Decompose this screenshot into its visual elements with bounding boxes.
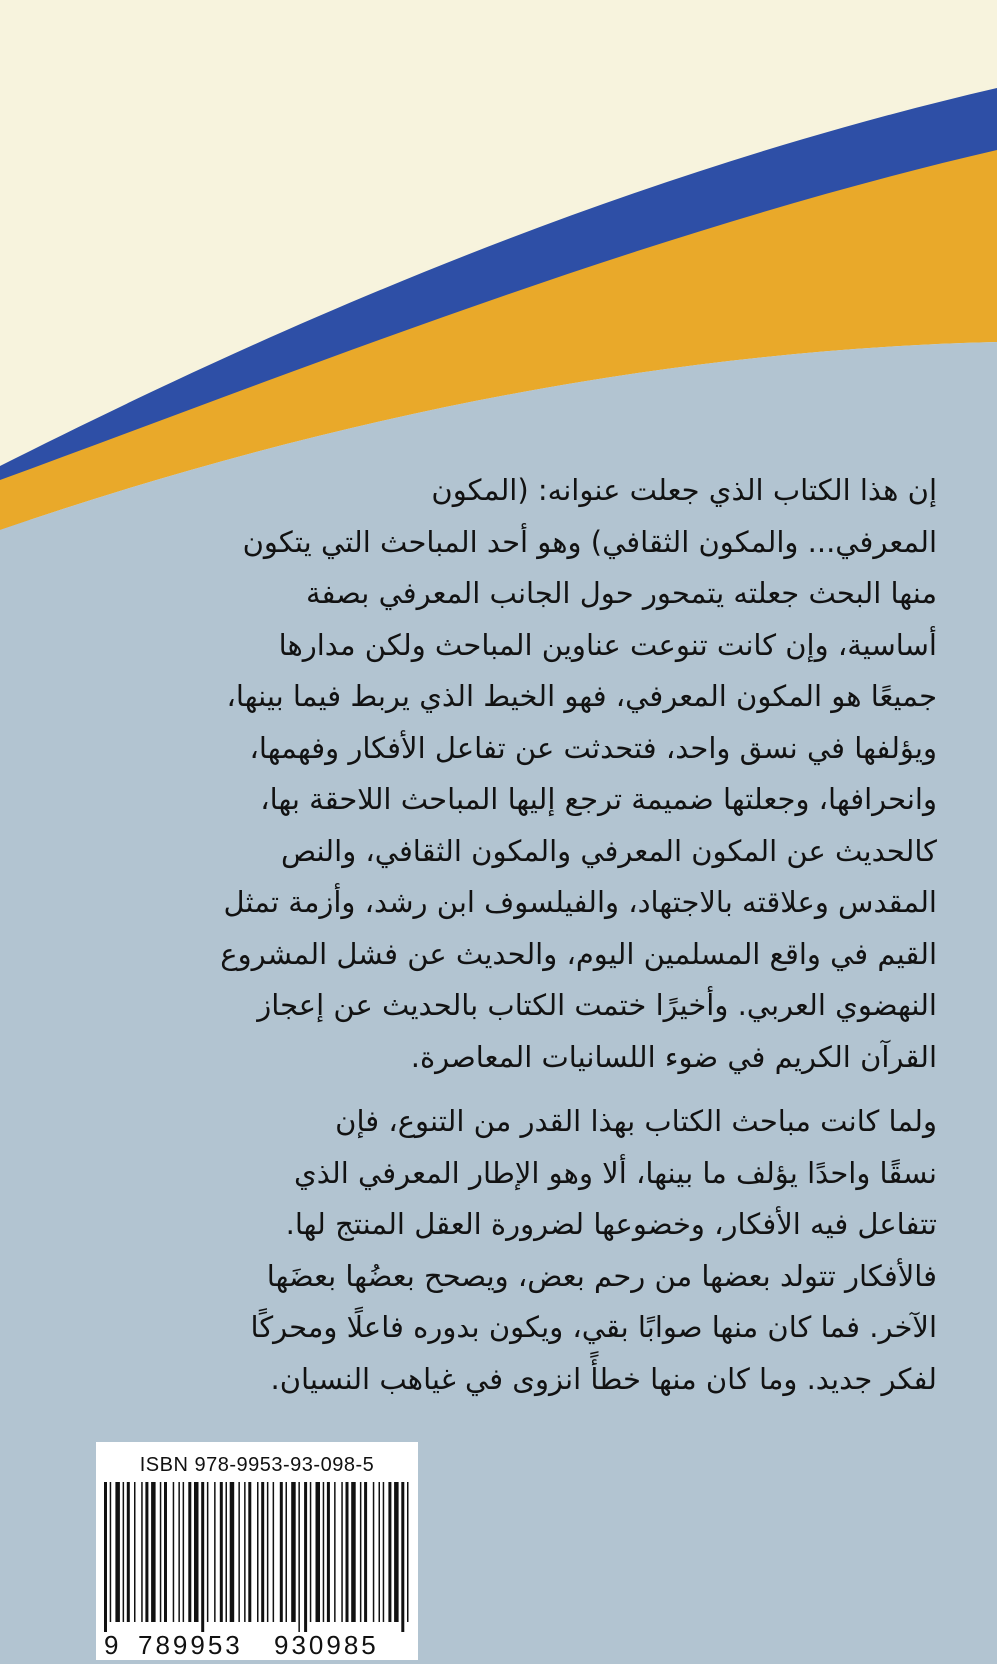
isbn-label: ISBN 978-9953-93-098-5 — [139, 1454, 375, 1476]
barcode-bar — [280, 1482, 283, 1622]
barcode-bar — [383, 1482, 385, 1622]
barcode-bar — [194, 1482, 199, 1622]
barcode-bar — [298, 1482, 300, 1632]
barcode-digit-group-left: 789953 — [138, 1630, 243, 1660]
barcode-bar — [145, 1482, 148, 1622]
blurb-paragraph-2 — [137, 1096, 937, 1405]
barcode-bar — [379, 1482, 381, 1622]
blurb-paragraph-1 — [137, 465, 937, 1083]
barcode-bar — [164, 1482, 167, 1622]
blurb-line: نسقًا واحدًا يؤلف ما بينها، ألا وهو الإطار المعرفي الذي — [294, 1155, 937, 1190]
blurb-line: وانحرافها، وجعلتها ضميمة ترجع إليها المباحث اللاحقة بها، — [260, 782, 937, 816]
barcode-bar — [257, 1482, 259, 1622]
blurb-line: جميعًا هو المكون المعرفي، فهو الخيط الذي يربط فيما بينها، — [226, 679, 937, 713]
blurb-line: فالأفكار تتولد بعضها من رحم بعض، ويصحح بعضُها بعضَها — [266, 1258, 937, 1293]
barcode-bar — [123, 1482, 125, 1622]
barcode-bar — [360, 1482, 362, 1622]
barcode-bar — [346, 1482, 349, 1622]
blurb-line: القيم في واقع المسلمين اليوم، والحديث عن فشل المشروع — [220, 936, 937, 971]
barcode-bar — [364, 1482, 367, 1622]
barcode-bars — [104, 1482, 410, 1632]
blurb-line: ويؤلفها في نسق واحد، فتحدثت عن تفاعل الأفكار وفهمها، — [249, 730, 937, 765]
barcode-bar — [214, 1482, 216, 1622]
isbn-barcode-box — [96, 1442, 418, 1660]
barcode-bar — [310, 1482, 312, 1622]
blurb-line: المقدس وعلاقته بالاجتهاد، والفيلسوف ابن رشد، وأزمة تمثل — [223, 885, 937, 919]
blurb-line: ولما كانت مباحث الكتاب بهذا القدر من التنوع، فإن — [335, 1104, 937, 1138]
blurb-line: تتفاعل فيه الأفكار، وخضوعها لضرورة العقل المنتج لها. — [285, 1207, 937, 1241]
barcode-bar — [401, 1482, 404, 1632]
barcode-bar — [115, 1482, 120, 1622]
blurb-line: لفكر جديد. وما كان منها خطأً انزوى في غياهب النسيان. — [270, 1361, 937, 1396]
barcode-bar — [134, 1482, 136, 1622]
blurb-line: أساسية، وإن كانت تنوعت عناوين المباحث ولكن مدارها — [278, 627, 937, 662]
barcode-bar — [141, 1482, 143, 1622]
barcode-bar — [207, 1482, 209, 1622]
barcode-bar — [273, 1482, 275, 1622]
barcode-bar — [104, 1482, 107, 1632]
barcode-bar — [244, 1482, 246, 1622]
barcode-bar — [110, 1482, 112, 1622]
barcode-bar — [238, 1482, 240, 1622]
barcode-bar — [327, 1482, 330, 1622]
barcode-bar — [230, 1482, 235, 1622]
barcode-bar — [173, 1482, 175, 1622]
barcode-bar — [151, 1482, 156, 1622]
barcode-bar — [394, 1482, 399, 1622]
barcode-bar — [373, 1482, 375, 1622]
barcode-bar — [178, 1482, 180, 1622]
barcode-bar — [248, 1482, 251, 1622]
barcode-bar — [304, 1482, 307, 1632]
barcode-bar — [267, 1482, 269, 1622]
blurb-line: المعرفي... والمكون الثقافي) وهو أحد المباحث التي يتكون — [242, 524, 937, 559]
barcode-bar — [261, 1482, 264, 1622]
blurb-line: النهضوي العربي. وأخيرًا ختمت الكتاب بالحديث عن إعجاز — [257, 988, 937, 1022]
blurb-line: القرآن الكريم في ضوء اللسانيات المعاصرة. — [410, 1039, 937, 1074]
barcode-bar — [334, 1482, 336, 1622]
barcode-digit-lead: 9 — [104, 1630, 119, 1660]
barcode-bar — [291, 1482, 296, 1622]
barcode-bar — [388, 1482, 391, 1622]
barcode-bar — [127, 1482, 130, 1622]
barcode-bar — [226, 1482, 228, 1622]
barcode-bar — [183, 1482, 185, 1622]
barcode-bar — [407, 1482, 409, 1622]
barcode-bar — [201, 1482, 204, 1632]
blurb-line: الآخر. فما كان منها صوابًا بقي، ويكون بدوره فاعلًا ومحركًا — [250, 1310, 937, 1344]
barcode-bar — [341, 1482, 343, 1622]
blurb-line: إن هذا الكتاب الذي جعلت عنوانه: (المكون — [431, 473, 937, 507]
barcode-bar — [188, 1482, 191, 1622]
barcode-bar — [160, 1482, 162, 1622]
barcode-bar — [316, 1482, 321, 1622]
barcode-bar — [351, 1482, 356, 1622]
blurb-line: كالحديث عن المكون المعرفي والمكون الثقافي، والنص — [281, 833, 937, 868]
barcode-digit-group-right: 930985 — [274, 1630, 379, 1660]
blurb-line: منها البحث جعلته يتمحور حول الجانب المعرفي بصفة — [305, 576, 937, 610]
barcode-bar — [323, 1482, 325, 1622]
barcode-bar — [286, 1482, 288, 1622]
barcode-bar — [220, 1482, 223, 1622]
